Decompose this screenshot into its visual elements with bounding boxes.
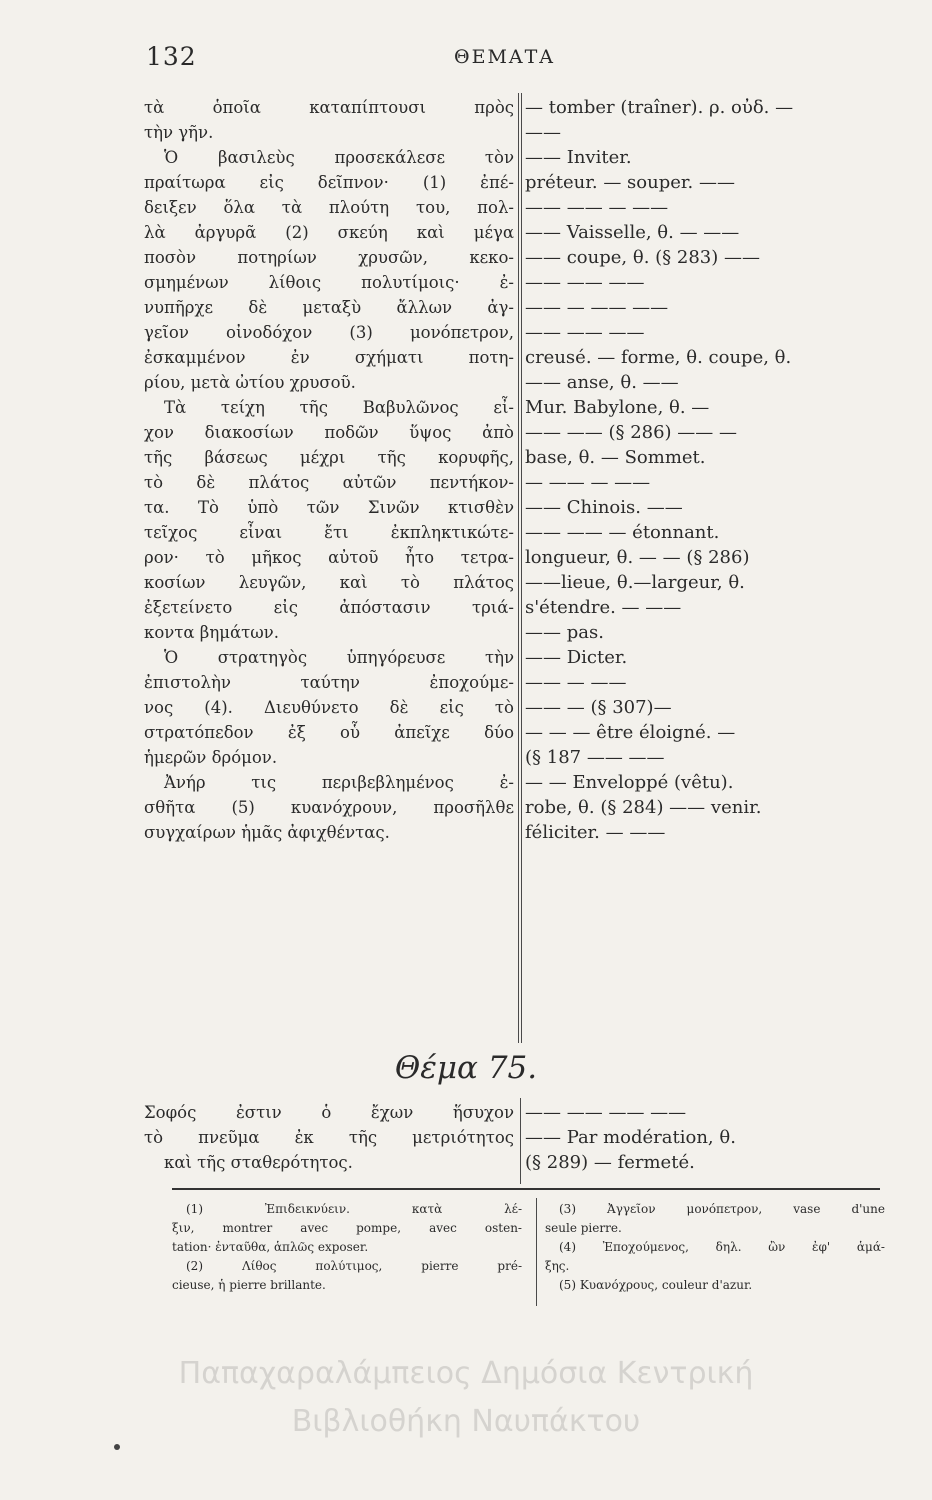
greek-text-line: λὰ ἀργυρᾶ (2) σκεύη καὶ μέγα <box>144 223 514 242</box>
french-vocab-line: —— —— — étonnant. <box>525 522 720 543</box>
greek-text-line: τῆς βάσεως μέχρι τῆς κορυφῆς, <box>144 448 514 467</box>
french-vocab-line: —— Chinois. —— <box>525 497 683 518</box>
greek-text-line: συγχαίρων ἡμᾶς ἀφιχθέντας. <box>144 823 390 842</box>
greek-text-line: σθῆτα (5) κυανόχρουν, προσῆλθε <box>144 798 514 817</box>
running-title: ΘΕΜΑΤΑ <box>454 46 556 68</box>
french-vocab-line: ——lieue, θ.—largeur, θ. <box>525 572 745 593</box>
greek-text-line: ἐσκαμμένον ἐν σχήματι ποτη- <box>144 348 514 367</box>
french-vocab-line: —— — —— —— <box>525 297 669 318</box>
column-divider-top-double <box>521 93 522 1043</box>
french-vocab-line: féliciter. — —— <box>525 822 666 843</box>
footnote-line: (5) Κυανόχρους, couleur d'azur. <box>559 1278 753 1292</box>
footnotes-right <box>545 1200 885 1295</box>
greek-text-line: νος (4). Διευθύνετο δὲ εἰς τὸ <box>144 698 514 717</box>
greek-text-line: Τὰ τείχη τῆς Βαβυλῶνος εἶ- <box>164 398 514 417</box>
french-vocab-line: base, θ. — Sommet. <box>525 447 706 468</box>
greek-text-line: ἐξετείνετο εἰς ἀπόστασιν τριά- <box>144 598 514 617</box>
footnote-line: (4) Ἐποχούμενος, δηλ. ὢν ἐφ' ἁμά- <box>559 1240 885 1254</box>
ink-dot <box>114 1444 120 1450</box>
french-vocab-line: creusé. — forme, θ. coupe, θ. <box>525 347 792 368</box>
greek-text-line: ρίου, μετὰ ὠτίου χρυσοῦ. <box>144 373 356 392</box>
french-vocab-line: —— <box>525 122 561 143</box>
greek-text-line: σμημένων λίθοις πολυτίμοις· ἐ- <box>144 273 514 292</box>
column-divider-lower <box>520 1098 521 1184</box>
greek-text-line: Ὁ στρατηγὸς ὑπηγόρευσε τὴν <box>164 648 514 667</box>
french-vocab-line: longueur, θ. — — (§ 286) <box>525 547 750 568</box>
watermark-line: Βιβλιοθήκη Ναυπάκτου <box>291 1404 641 1439</box>
theme-heading: Θέμα 75. <box>394 1050 538 1086</box>
greek-text-line: χον διακοσίων ποδῶν ὕψος ἀπὸ <box>144 423 514 442</box>
footnote-line: cieuse, ἡ pierre brillante. <box>172 1278 326 1292</box>
greek-text-line: καὶ τῆς σταθερότητος. <box>164 1153 353 1172</box>
french-vocab-line: —— pas. <box>525 622 604 643</box>
footnote-line: ξης. <box>545 1259 570 1273</box>
greek-text-line: τα. Τὸ ὑπὸ τῶν Σινῶν κτισθὲν <box>144 498 514 517</box>
greek-text-line: κοντα βημάτων. <box>144 623 279 642</box>
footnote-divider <box>536 1198 537 1306</box>
greek-text-line: Σοφός ἐστιν ὁ ἔχων ἥσυχον <box>144 1103 514 1122</box>
library-watermark <box>0 1350 932 1446</box>
greek-text-line: ποσὸν ποτηρίων χρυσῶν, κεκο- <box>144 248 514 267</box>
french-vocab-line: robe, θ. (§ 284) —— venir. <box>525 797 762 818</box>
french-vocab-line: —— Dicter. <box>525 647 628 668</box>
page-number: 132 <box>146 42 197 71</box>
french-vocab-line: —— —— —— —— <box>525 1102 687 1123</box>
french-vocab-line: —— anse, θ. —— <box>525 372 679 393</box>
greek-text-line: τεῖχος εἶναι ἔτι ἐκπληκτικώτε- <box>144 523 514 542</box>
greek-text-line: κοσίων λευγῶν, καὶ τὸ πλάτος <box>144 573 514 592</box>
french-vocab-line: (§ 187 —— —— <box>525 747 665 768</box>
greek-text-line: ἐπιστολὴν ταύτην ἐποχούμε- <box>144 673 514 692</box>
footnote-line: ξιν, montrer avec pompe, avec osten- <box>172 1221 522 1235</box>
column-divider-top <box>518 93 519 1043</box>
french-vocabulary-block-2 <box>525 1100 895 1175</box>
footnotes-left <box>172 1200 522 1295</box>
french-vocab-line: s'étendre. — —— <box>525 597 682 618</box>
greek-text-line: τὴν γῆν. <box>144 123 214 142</box>
french-vocab-line: —— — —— <box>525 672 627 693</box>
greek-text-line: δειξεν ὅλα τὰ πλούτη του, πολ- <box>144 198 514 217</box>
french-vocab-line: —— —— —— <box>525 322 645 343</box>
footnote-line: (1) Ἐπιδεικνύειν. κατὰ λέ- <box>186 1202 522 1216</box>
french-vocab-line: — —— — —— <box>525 472 651 493</box>
footnote-rule <box>172 1188 880 1190</box>
greek-text-line: Ὁ βασιλεὺς προσεκάλεσε τὸν <box>164 148 514 167</box>
french-vocab-line: préteur. — souper. —— <box>525 172 735 193</box>
french-vocabulary-block-1 <box>525 95 895 845</box>
french-vocab-line: — — Enveloppé (vêtu). <box>525 772 734 793</box>
greek-text-line: Ἀνήρ τις περιβεβλημένος ἐ- <box>164 773 514 792</box>
greek-text-line: ἡμερῶν δρόμον. <box>144 748 278 767</box>
greek-text-line: τὰ ὁποῖα καταπίπτουσι πρὸς <box>144 98 514 117</box>
french-vocab-line: —— Inviter. <box>525 147 632 168</box>
french-vocab-line: Mur. Babylone, θ. — <box>525 397 710 418</box>
watermark-line: Παπαχαραλάμπειος Δημόσια Κεντρική <box>178 1356 754 1391</box>
french-vocab-line: (§ 289) — fermeté. <box>525 1152 695 1173</box>
greek-text-line: πραίτωρα εἰς δεῖπνον· (1) ἐπέ- <box>144 173 514 192</box>
footnote-line: (2) Λίθος πολύτιμος, pierre pré- <box>186 1259 522 1273</box>
greek-text-line: ρον· τὸ μῆκος αὐτοῦ ἦτο τετρα- <box>144 548 514 567</box>
greek-text-line: τὸ πνεῦμα ἐκ τῆς μετριότητος <box>144 1128 514 1147</box>
greek-text-line: τὸ δὲ πλάτος αὐτῶν πεντήκον- <box>144 473 514 492</box>
french-vocab-line: — — — être éloigné. — <box>525 722 736 743</box>
french-vocab-line: — tomber (traîner). ρ. οὐδ. — <box>525 97 794 118</box>
greek-text-line: γεῖον οἰνοδόχον (3) μονόπετρον, <box>144 323 514 342</box>
french-vocab-line: —— —— (§ 286) —— — <box>525 422 738 443</box>
page-header <box>0 42 932 72</box>
footnote-line: tation· ἐνταῦθα, ἁπλῶς exposer. <box>172 1240 369 1254</box>
french-vocab-line: —— Vaisselle, θ. — —— <box>525 222 740 243</box>
greek-text-line: νυπῆρχε δὲ μεταξὺ ἄλλων ἀγ- <box>144 298 514 317</box>
greek-text-line: στρατόπεδον ἐξ οὗ ἀπεῖχε δύο <box>144 723 514 742</box>
french-vocab-line: —— coupe, θ. (§ 283) —— <box>525 247 760 268</box>
footnote-line: (3) Ἀγγεῖον μονόπετρον, vase d'une <box>559 1202 885 1216</box>
greek-text-block-1 <box>144 95 514 845</box>
greek-text-block-2 <box>144 1100 514 1175</box>
french-vocab-line: —— Par modération, θ. <box>525 1127 736 1148</box>
french-vocab-line: —— —— — —— <box>525 197 669 218</box>
french-vocab-line: —— — (§ 307)— <box>525 697 672 718</box>
french-vocab-line: —— —— —— <box>525 272 645 293</box>
footnote-line: seule pierre. <box>545 1221 622 1235</box>
